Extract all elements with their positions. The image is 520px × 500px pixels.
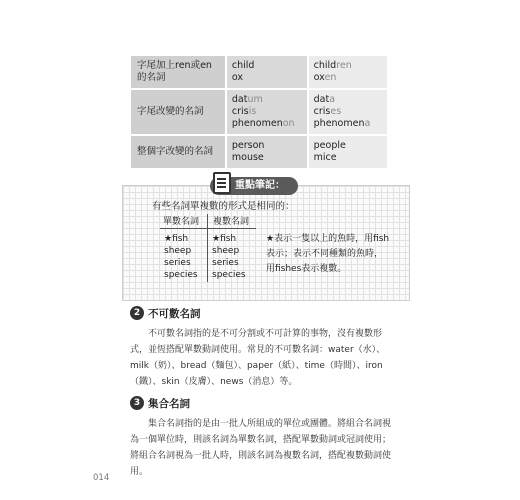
category-cell: 字尾改變的名詞 (131, 90, 225, 134)
list-item: species (212, 270, 246, 280)
singular-header: 單數名詞 (163, 217, 200, 227)
list-item: species (164, 270, 198, 280)
plural-cell (309, 90, 387, 134)
category-cell: 整個字改變的名詞 (131, 136, 225, 168)
section-paragraph: 不可數名詞指的是不可分割或不可計算的事物，沒有複數形式，並恆搭配單數動詞使用。常見的不可數名詞：water（水）、milk（奶）、bread（麵包）、paper（紙）、time（時間）、iron（鐵）、skin（皮膚）、news（消息）等。 (130, 329, 386, 387)
word: child (231, 60, 255, 71)
section-title: 集合名詞 (148, 398, 190, 410)
plural-list (212, 233, 246, 281)
plural-cell (309, 56, 387, 88)
table-row (131, 90, 387, 134)
singular-cell (227, 136, 307, 168)
list-item: sheep (212, 246, 240, 256)
list-item: ★fish (212, 234, 237, 244)
singular-cell (227, 56, 307, 88)
section-title: 不可數名詞 (148, 308, 201, 320)
note-badge: 重點筆記： (210, 177, 298, 195)
word: person (231, 140, 265, 151)
list-item: sheep (164, 246, 192, 256)
word: mouse (231, 152, 264, 163)
table-row (131, 56, 387, 88)
list-item: series (212, 258, 239, 268)
section-number-badge: 3 (130, 396, 144, 410)
table-row (131, 136, 387, 168)
divider (207, 214, 208, 282)
singular-cell (227, 90, 307, 134)
word: children (313, 60, 352, 71)
word: ox (231, 72, 244, 83)
category-cell: 字尾加上ren或en的名詞 (131, 56, 225, 88)
word: oxen (313, 72, 337, 83)
divider (160, 228, 256, 229)
singular-list (164, 233, 198, 281)
word: phenomena (313, 118, 371, 129)
notepad-icon (213, 172, 231, 194)
word: crises (313, 106, 342, 117)
list-item: ★fish (164, 234, 189, 244)
word: people (313, 140, 346, 151)
section-number-badge: 2 (130, 306, 144, 320)
page-number: 014 (93, 473, 110, 483)
section-paragraph: 集合名詞指的是由一批人所組成的單位或團體。將組合名詞視為一個單位時，則該名詞為單數名詞，搭配單數動詞或冠詞使用；將組合名詞視為一批人時，則該名詞為複數名詞，搭配複數動詞使用。 (130, 419, 392, 477)
word: phenomenon (231, 118, 295, 129)
word: mice (313, 152, 337, 163)
word: datum (231, 94, 263, 105)
word: crisis (231, 106, 257, 117)
note-remark: ★表示一隻以上的魚時，用fish表示；表示不同種類的魚時，用fishes表示複數。 (266, 234, 390, 274)
noun-plural-table (129, 54, 389, 170)
plural-header: 複數名詞 (213, 217, 250, 227)
word: data (313, 94, 336, 105)
plural-cell (309, 136, 387, 168)
list-item: series (164, 258, 191, 268)
note-intro: 有些名詞單複數的形式是相同的： (152, 201, 295, 212)
